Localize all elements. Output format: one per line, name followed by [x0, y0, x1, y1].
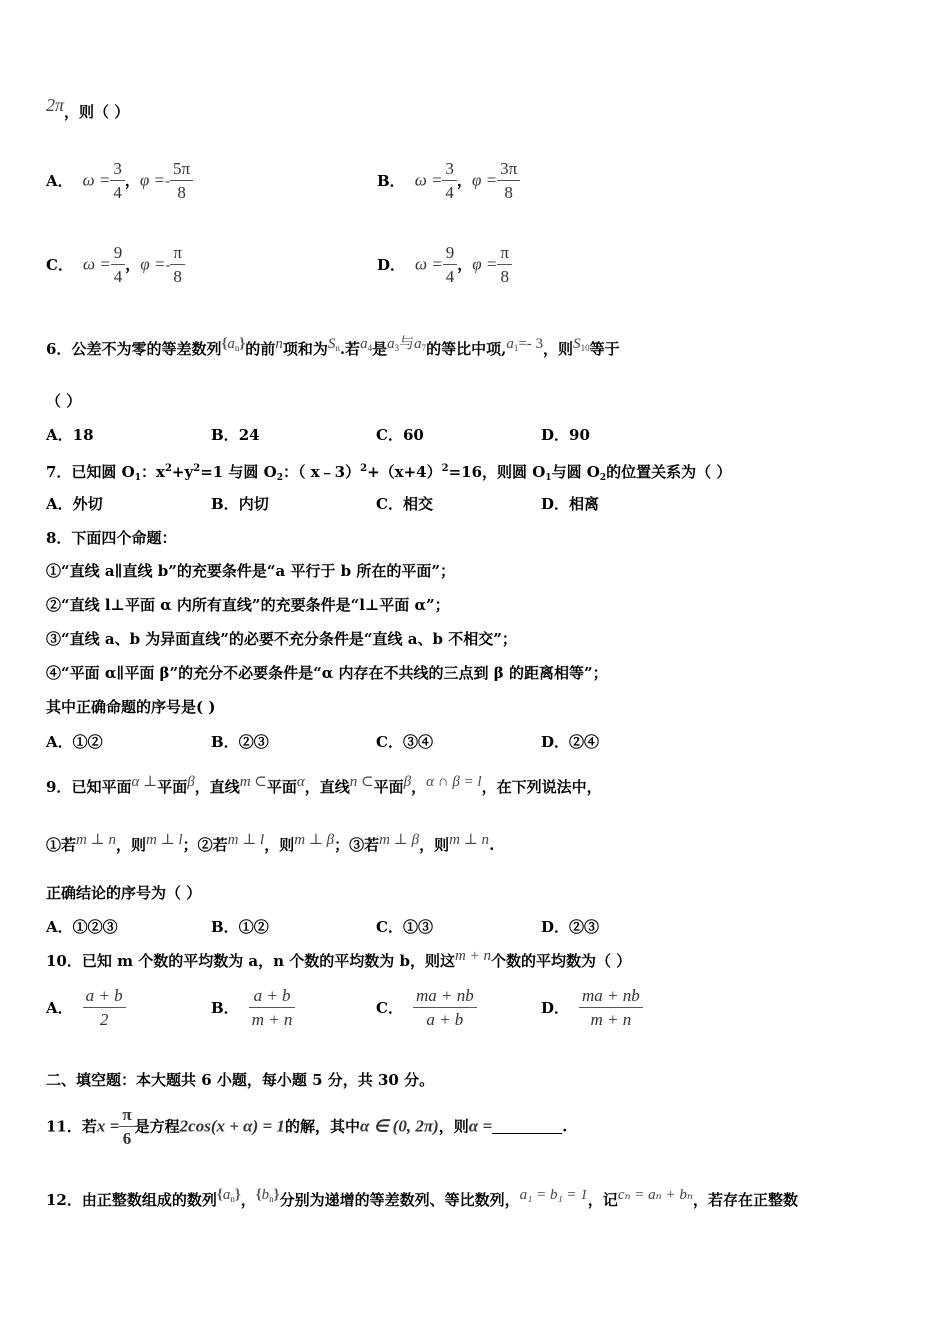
option-label: A．	[46, 998, 73, 1017]
q9-option-d[interactable]: D．②③	[541, 918, 600, 936]
q9-ask: 正确结论的序号为（ ）	[46, 884, 202, 902]
phi-fraction: $\frac{\pi}{8}$	[170, 242, 185, 289]
q10-stem: 10．已知 m 个数的平均数为 a，n 个数的平均数为 b，则这m + n个数的平均数为（ ）	[46, 948, 632, 970]
option-label: C．	[376, 998, 403, 1017]
q8-option-d[interactable]: D．②④	[541, 733, 600, 751]
option-label: B．	[377, 171, 405, 190]
omega-fraction: $\frac{9}{4}$	[443, 242, 458, 289]
q9-option-c[interactable]: C．①③	[376, 918, 433, 936]
q9-option-a[interactable]: A．①②③	[46, 918, 118, 936]
q5-option-d[interactable]: D． ω = $\frac{9}{4}$ ，φ = $\frac{\pi}{8}$	[377, 242, 512, 289]
q8-proposition-3: ③“直线 a、b 为异面直线”的必要不充分条件是“直线 a、b 不相交”；	[46, 630, 517, 648]
q7-option-d[interactable]: D．相离	[541, 495, 600, 513]
q5-option-a[interactable]: A． ω = $\frac{3}{4}$ ，φ =- $\frac{5\pi}{8}$	[46, 158, 193, 205]
phi-fraction: $\frac{\pi}{8}$	[497, 242, 512, 289]
q6-option-c[interactable]: C．60	[376, 426, 424, 444]
section-2-heading: 二、填空题：本大题共 6 小题，每小题 5 分，共 30 分。	[46, 1071, 435, 1089]
q12-stem: 12．由正整数组成的数列$\{a^n\}$，$\{b^n\}$分别为递增的等差数列、等比数列，a₁ = b₁ = 1，记cₙ = aₙ + bₙ，若存在正整数	[46, 1187, 798, 1209]
q6-stem: 6．公差不为零的等差数列$\{a^n\}$的前n项和为$S^n$.若$a^4$是$a^3$与$a^7$的等比中项$,a^1=-$ 3，则$S^{10}$等于	[46, 336, 620, 358]
q11-stem: 11．若x = $\frac{\pi}{6}$ 是方程2cos(x + α) = 1的解，其中α ∈ (0, 2π)，则α = .	[46, 1104, 567, 1151]
q5-option-c[interactable]: C． ω = $\frac{9}{4}$ ，φ =- $\frac{\pi}{8}$	[46, 242, 185, 289]
option-label: B．	[211, 998, 239, 1017]
omega-fraction: $\frac{9}{4}$	[111, 242, 126, 289]
q9-statements: ①若m ⊥ n，则m ⊥ l；②若m ⊥ l，则m ⊥ β；③若m ⊥ β，则m ⊥ n.	[46, 832, 495, 854]
option-label: C．	[46, 255, 73, 274]
q6-option-d[interactable]: D．90	[541, 426, 590, 444]
phi-fraction: $\frac{5\pi}{8}$	[170, 158, 193, 205]
answer-fraction: $\frac{ma + nb}{m + n}$	[579, 985, 643, 1032]
q8-head: 8．下面四个命题：	[46, 529, 177, 547]
answer-fraction: $\frac{a + b}{m + n}$	[249, 985, 296, 1032]
q5-lead	[46, 95, 130, 123]
omega-fraction: $\frac{3}{4}$	[110, 158, 125, 205]
q8-ask: 其中正确命题的序号是( )	[46, 698, 216, 716]
question-number: 6．	[46, 340, 72, 358]
q5-lead-math: 2π	[46, 95, 65, 115]
q8-proposition-4: ④“平面 α∥平面 β”的充分不必要条件是“α 内存在不共线的三点到 β 的距离相等”；	[46, 664, 608, 682]
answer-fraction: $\frac{ma + nb}{a + b}$	[413, 985, 477, 1032]
q6-option-a[interactable]: A．18	[46, 426, 94, 444]
option-label: A．	[46, 171, 73, 190]
q8-option-c[interactable]: C．③④	[376, 733, 433, 751]
q10-option-d[interactable]	[541, 985, 643, 1032]
answer-fraction: $\frac{a + b}{2}$	[83, 985, 126, 1032]
q8-option-b[interactable]: B．②③	[211, 733, 269, 751]
q7-option-a[interactable]: A．外切	[46, 495, 103, 513]
q11-fraction: $\frac{\pi}{6}$	[119, 1104, 134, 1151]
q6-option-b[interactable]: B．24	[211, 426, 260, 444]
q10-option-c[interactable]	[376, 985, 477, 1032]
q10-option-a[interactable]	[46, 985, 126, 1032]
option-label: D．	[541, 998, 570, 1017]
omega-fraction: $\frac{3}{4}$	[442, 158, 457, 205]
q7-option-b[interactable]: B．内切	[211, 495, 269, 513]
q6-paren: （ ）	[46, 392, 82, 410]
q8-proposition-2: ②“直线 l⊥平面 α 内所有直线”的充要条件是“l⊥平面 α”；	[46, 596, 450, 614]
q8-option-a[interactable]: A．①②	[46, 733, 103, 751]
option-label: D．	[377, 255, 406, 274]
q7-option-c[interactable]: C．相交	[376, 495, 433, 513]
q7-stem: 7．已知圆 $O_1$：$x^2+y^2=1$ 与圆 $O_2$：（ $x﹣3)^2+(x+4)^2=16$，则圆 $O_1$与圆 $O_2$的位置关系为（ ）	[46, 463, 732, 483]
q5-option-b[interactable]: B． ω = $\frac{3}{4}$ ，φ = $\frac{3\pi}{8}$	[377, 158, 520, 205]
q8-proposition-1: ①“直线 a∥直线 b”的充要条件是“a 平行于 b 所在的平面”；	[46, 562, 455, 580]
q10-option-b[interactable]	[211, 985, 295, 1032]
phi-fraction: $\frac{3\pi}{8}$	[497, 158, 520, 205]
q5-lead-text: ，则（ ）	[64, 103, 130, 121]
q9-stem: 9．已知平面α ⊥平面β，直线m ⊂平面α，直线n ⊂平面β，α ∩ β = l，在下列说法中，	[46, 774, 602, 796]
q9-option-b[interactable]: B．①②	[211, 918, 269, 936]
answer-blank[interactable]	[492, 1119, 562, 1134]
